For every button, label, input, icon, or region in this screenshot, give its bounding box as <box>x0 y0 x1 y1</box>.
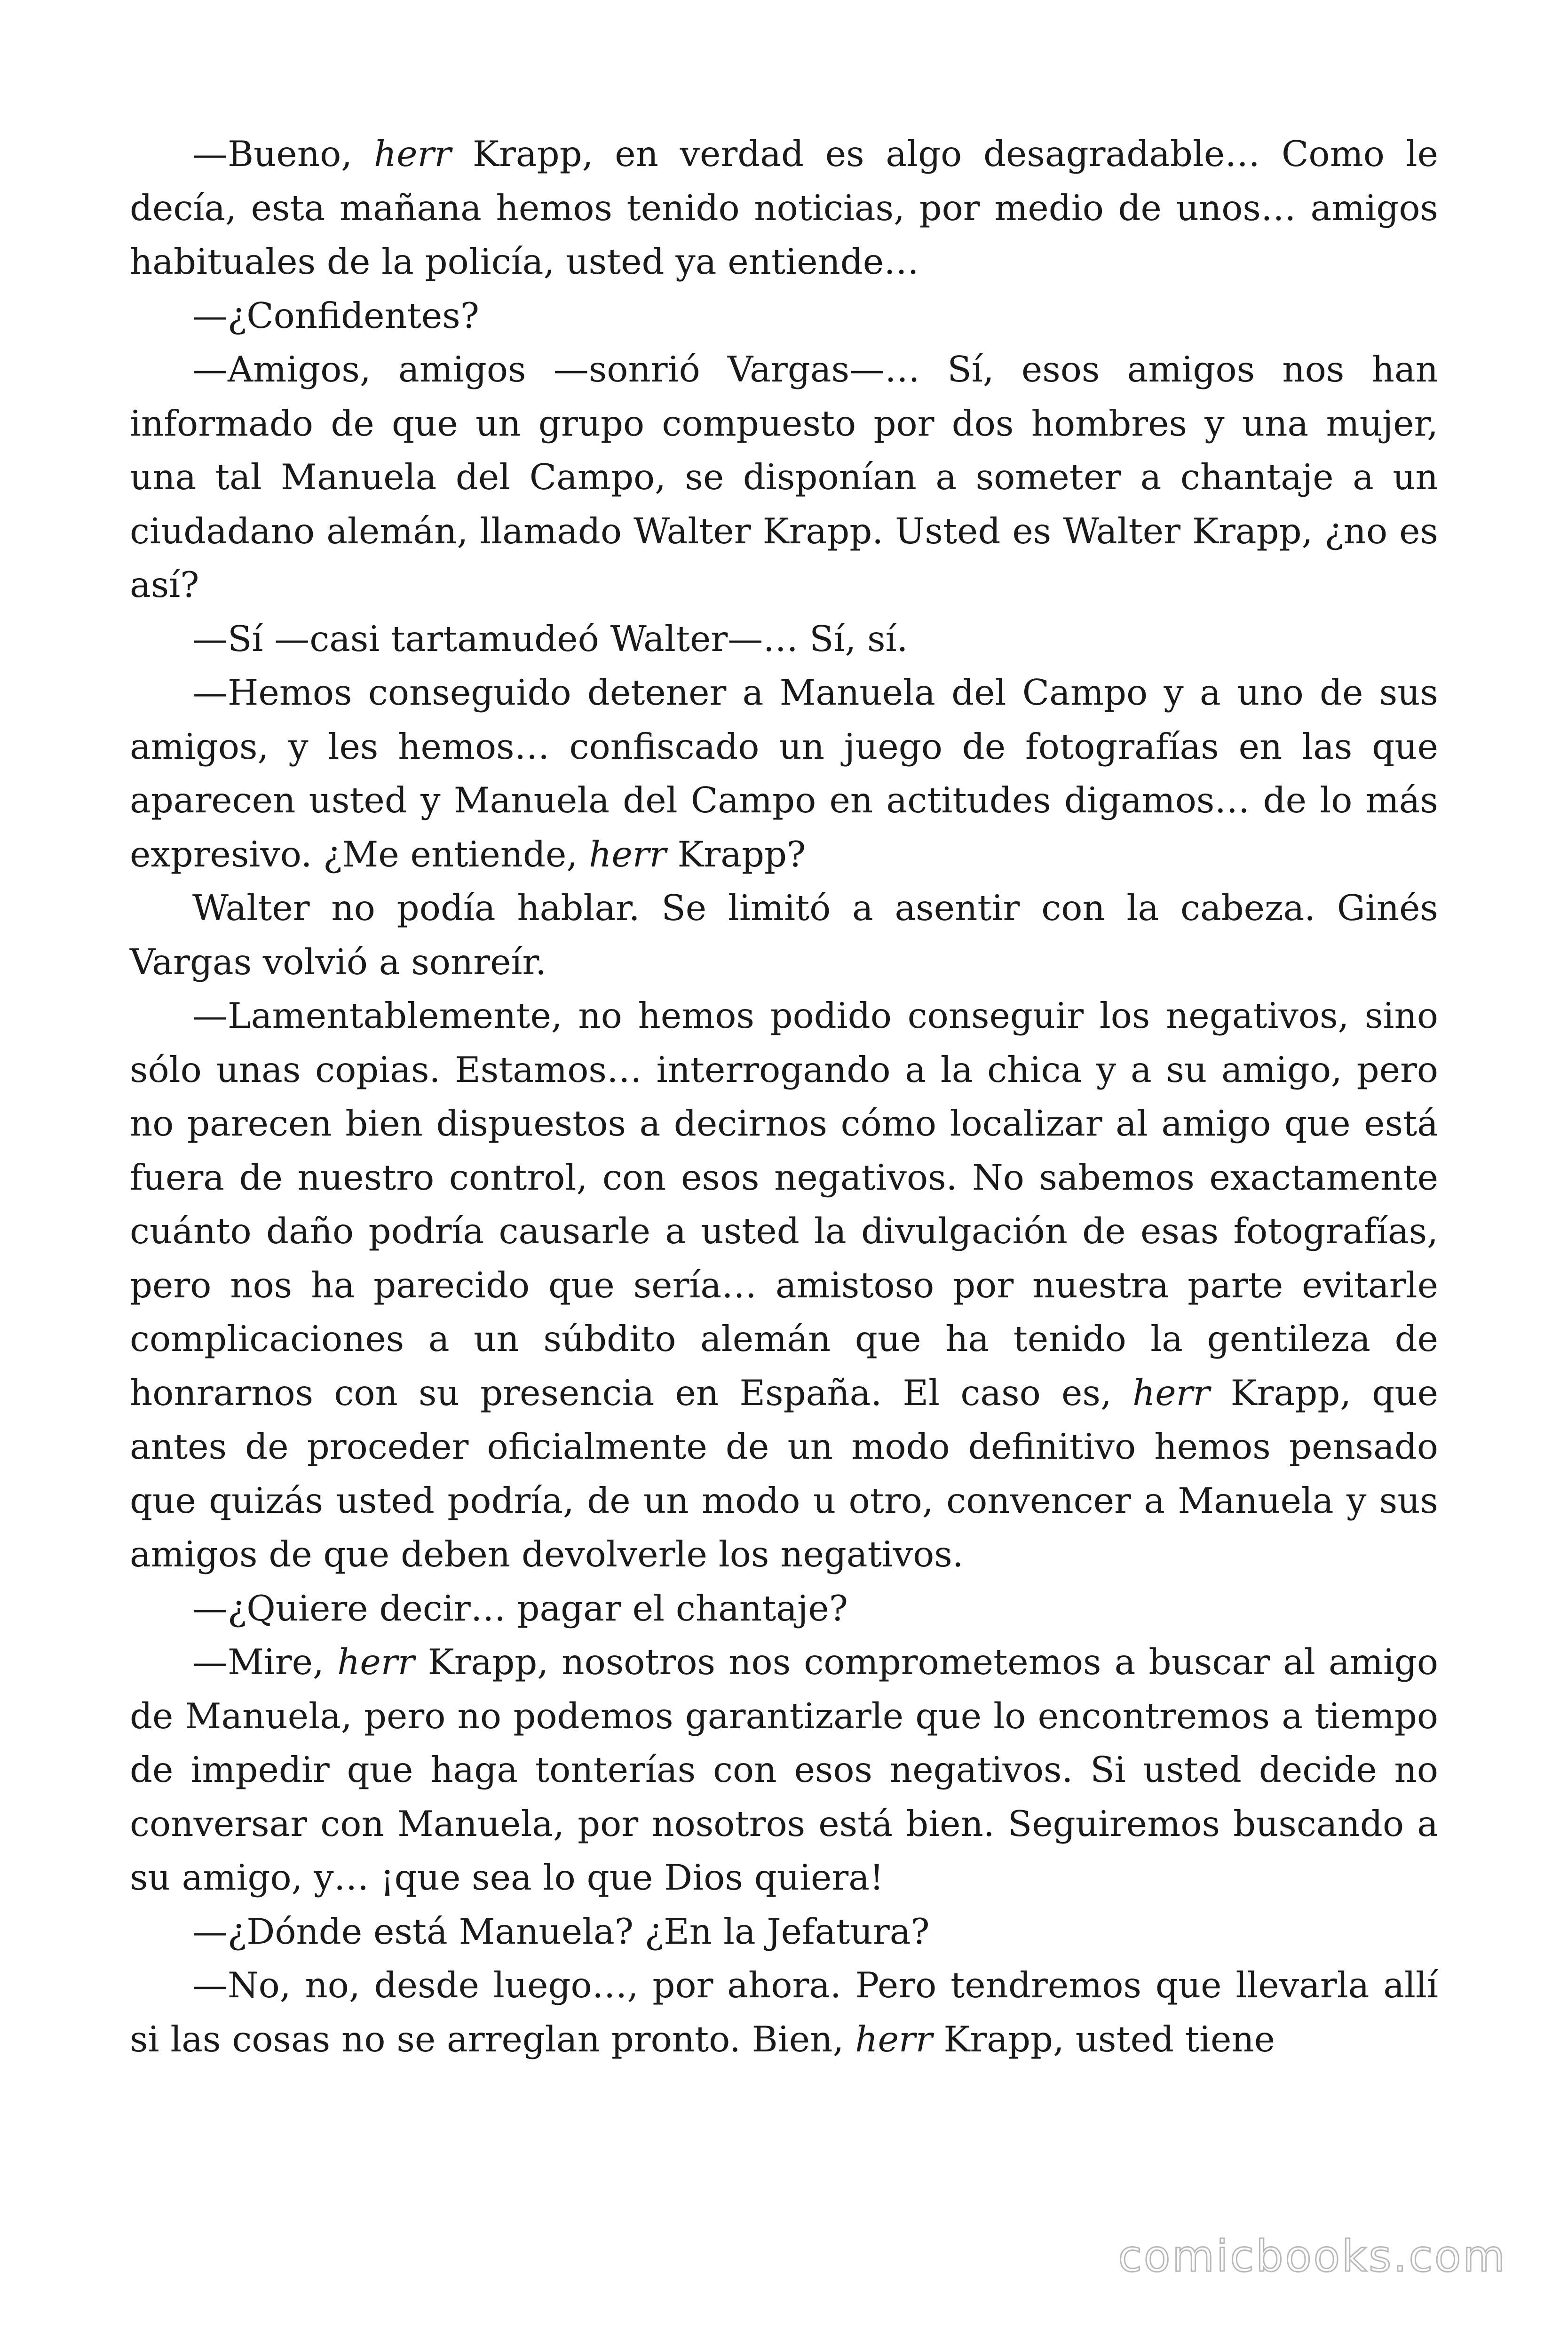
text-segment: —No, no, desde luego…, por ahora. Pero tendremos que llevarla allí si las cosas no se arreglan pronto. Bien, <box>130 1964 1438 2060</box>
text-segment: Krapp, que antes de proceder oficialmente de un modo definitivo hemos pensado que quizás usted podría, de un modo u otro, convencer a Manuela y sus amigos de que deben devolverle los negativos. <box>130 1372 1439 1575</box>
italic-text: herr <box>373 133 451 175</box>
text-segment: Krapp, en verdad es algo desagradable… Como le decía, esta mañana hemos tenido noticias, por medio de unos… amigos habituales de la policía, usted ya entiende… <box>130 133 1438 282</box>
paragraph <box>130 1581 1438 1636</box>
text-segment: Krapp, nosotros nos comprometemos a buscar al amigo de Manuela, pero no podemos garantizarle que lo encontremos a tiempo de impedir que haga tonterías con esos negativos. Si usted decide no conversar con Manuela, por nosotros está bien. Seguiremos buscando a su amigo, y… ¡que sea lo que Dios quiera! <box>130 1641 1438 1898</box>
text-segment: —Sí —casi tartamudeó Walter—… Sí, sí. <box>192 618 908 660</box>
italic-text: herr <box>1132 1372 1210 1414</box>
text-segment: —Bueno, <box>192 133 374 175</box>
book-page-text <box>130 127 1438 2066</box>
paragraph <box>130 289 1438 343</box>
paragraph <box>130 881 1438 989</box>
text-segment: Krapp, usted tiene <box>932 2018 1275 2060</box>
paragraph <box>130 612 1438 666</box>
text-segment: —Hemos conseguido detener a Manuela del Campo y a uno de sus amigos, y les hemos… confiscado un juego de fotografías en las que aparecen usted y Manuela del Campo en actitudes digamos… de lo más expresivo. ¿Me entiende, <box>130 672 1438 875</box>
text-segment: —Lamentablemente, no hemos podido conseguir los negativos, sino sólo unas copias. Estamos… interrogando a la chica y a su amigo, pero no parecen bien dispuestos a decirnos cómo localizar al amigo que está fuera de nuestro control, con esos negativos. No sabemos exactamente cuánto daño podría causarle a usted la divulgación de esas fotografías, pero nos ha parecido que sería… amistoso por nuestra parte evitarle complicaciones a un súbdito alemán que ha tenido la gentileza de honrarnos con su presencia en España. El caso es, <box>130 995 1438 1414</box>
text-segment: —Amigos, amigos —sonrió Vargas—… Sí, esos amigos nos han informado de que un grupo compuesto por dos hombres y una mujer, una tal Manuela del Campo, se disponían a someter a chantaje a un ciudadano alemán, llamado Walter Krapp. Usted es Walter Krapp, ¿no es así? <box>130 349 1438 605</box>
paragraph <box>130 1905 1438 1959</box>
text-segment: —¿Confidentes? <box>192 294 479 336</box>
paragraph <box>130 1635 1438 1905</box>
text-segment: —¿Dónde está Manuela? ¿En la Jefatura? <box>192 1910 930 1952</box>
italic-text: herr <box>589 833 666 875</box>
paragraph <box>130 1958 1438 2066</box>
text-segment: Walter no podía hablar. Se limitó a asentir con la cabeza. Ginés Vargas volvió a sonreír. <box>130 887 1438 983</box>
paragraph <box>130 127 1438 289</box>
paragraph <box>130 342 1438 612</box>
paragraph <box>130 989 1438 1581</box>
watermark: comicbooks.com <box>1118 2231 1507 2281</box>
text-segment: —Mire, <box>192 1641 338 1683</box>
paragraph <box>130 666 1438 881</box>
text-segment: Krapp? <box>666 833 806 875</box>
italic-text: herr <box>337 1641 415 1683</box>
text-segment: —¿Quiere decir… pagar el chantaje? <box>192 1587 848 1629</box>
italic-text: herr <box>855 2018 933 2060</box>
